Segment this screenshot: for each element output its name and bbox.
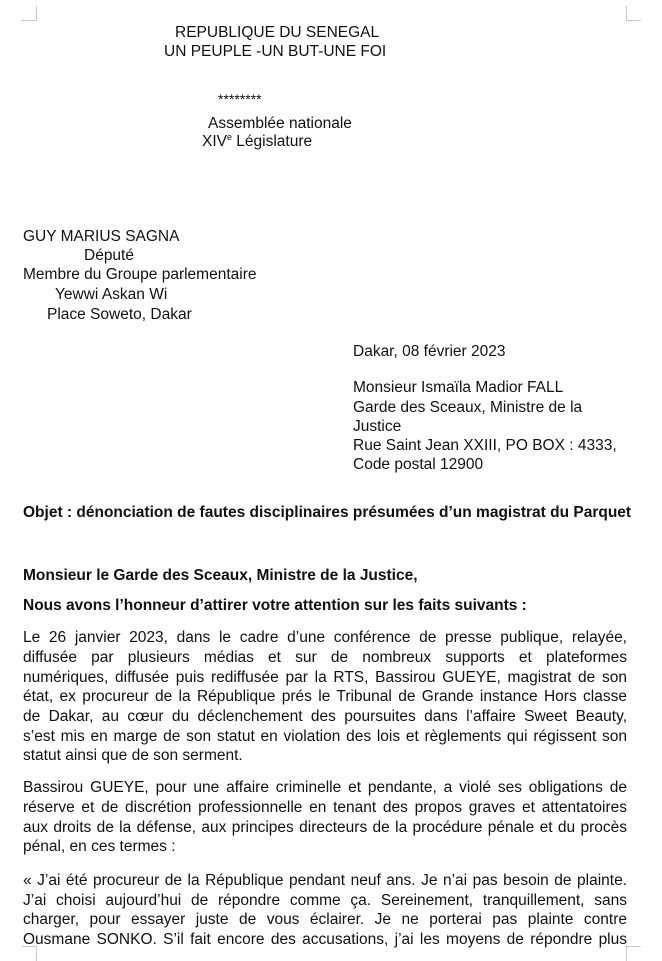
header-motto: UN PEUPLE -UN BUT-UNE FOI	[164, 43, 387, 60]
recipient-role-1: Garde des Sceaux, Ministre de la	[353, 399, 583, 416]
letter-date: Dakar, 08 février 2023	[353, 343, 506, 360]
sender-address: Place Soweto, Dakar	[47, 306, 192, 323]
crop-mark-top-right	[626, 6, 641, 21]
paragraph-1-line: diffusée par plusieurs médias et sur de nombreux supports et plateformes	[23, 649, 627, 666]
crop-mark-bottom-right	[626, 946, 641, 961]
sender-group: Membre du Groupe parlementaire	[23, 266, 257, 283]
recipient-name: Monsieur Ismaïla Madior FALL	[353, 379, 564, 396]
header-institution: Assemblée nationale	[208, 115, 352, 132]
paragraph-1-line: Le 26 janvier 2023, dans le cadre d’une conférence de presse publique, relayée,	[23, 629, 627, 646]
recipient-role-2: Justice	[353, 418, 402, 435]
paragraph-2-line: pénal, en ces termes :	[23, 838, 176, 855]
legislature-word: Législature	[232, 133, 313, 150]
paragraph-3-line: charger, pour essayer juste de vous éclairer. Je ne porterai pas plainte contre	[23, 911, 627, 928]
recipient-address-2: Code postal 12900	[353, 456, 484, 473]
paragraph-1-line: s’est mis en marge de son statut en violation des lois et règlements qui régissent son	[23, 728, 627, 745]
letter-subject: Objet : dénonciation de fautes disciplinaires présumées d’un magistrat du Parquet	[23, 504, 632, 521]
header-stars: ********	[218, 91, 262, 107]
sender-name: GUY MARIUS SAGNA	[23, 228, 180, 245]
letter-intro: Nous avons l’honneur d’attirer votre attention sur les faits suivants :	[23, 597, 527, 614]
crop-mark-top-left	[22, 6, 37, 21]
paragraph-2-line: réserve et de discrétion professionnelle en tenant des propos graves et attentatoires	[23, 799, 627, 816]
paragraph-3-line: J’ai choisi aujourd’hui de répondre comme ça. Sereinement, tranquillement, sans	[23, 892, 627, 909]
legislature-superscript: e	[226, 132, 232, 142]
header-country: REPUBLIQUE DU SENEGAL	[175, 24, 380, 41]
paragraph-3-line: « J’ai été procureur de la République pendant neuf ans. Je n’ai pas besoin de plainte.	[23, 872, 627, 889]
sender-title: Député	[84, 247, 134, 264]
legislature-roman: XIV	[202, 133, 227, 150]
paragraph-3-line: Ousmane SONKO. S’il fait encore des accusations, j’ai les moyens de répondre plus	[23, 931, 627, 948]
paragraph-1-line: statut ainsi que de son serment.	[23, 747, 243, 764]
paragraph-1-line: numériques, diffusée puis rediffusée par la RTS, Bassirou GUEYE, magistrat de son	[23, 669, 627, 686]
paragraph-1-line: de Dakar, au cœur du déclenchement des poursuites dans l’affaire Sweet Beauty,	[23, 708, 627, 725]
header-legislature	[202, 132, 312, 152]
paragraph-1-line: état, ex procureur de la République prés le Tribunal de Grande instance Hors classe	[23, 688, 627, 705]
paragraph-2-line: aux droits de la défense, aux principes directeurs de la procédure pénale et du procès	[23, 819, 627, 836]
sender-group-name: Yewwi Askan Wi	[55, 286, 168, 303]
recipient-address-1: Rue Saint Jean XXIII, PO BOX : 4333,	[353, 437, 617, 454]
paragraph-2-line: Bassirou GUEYE, pour une affaire criminelle et pendante, a violé ses obligations de	[23, 779, 627, 796]
letter-salutation: Monsieur le Garde des Sceaux, Ministre de la Justice,	[23, 567, 418, 584]
